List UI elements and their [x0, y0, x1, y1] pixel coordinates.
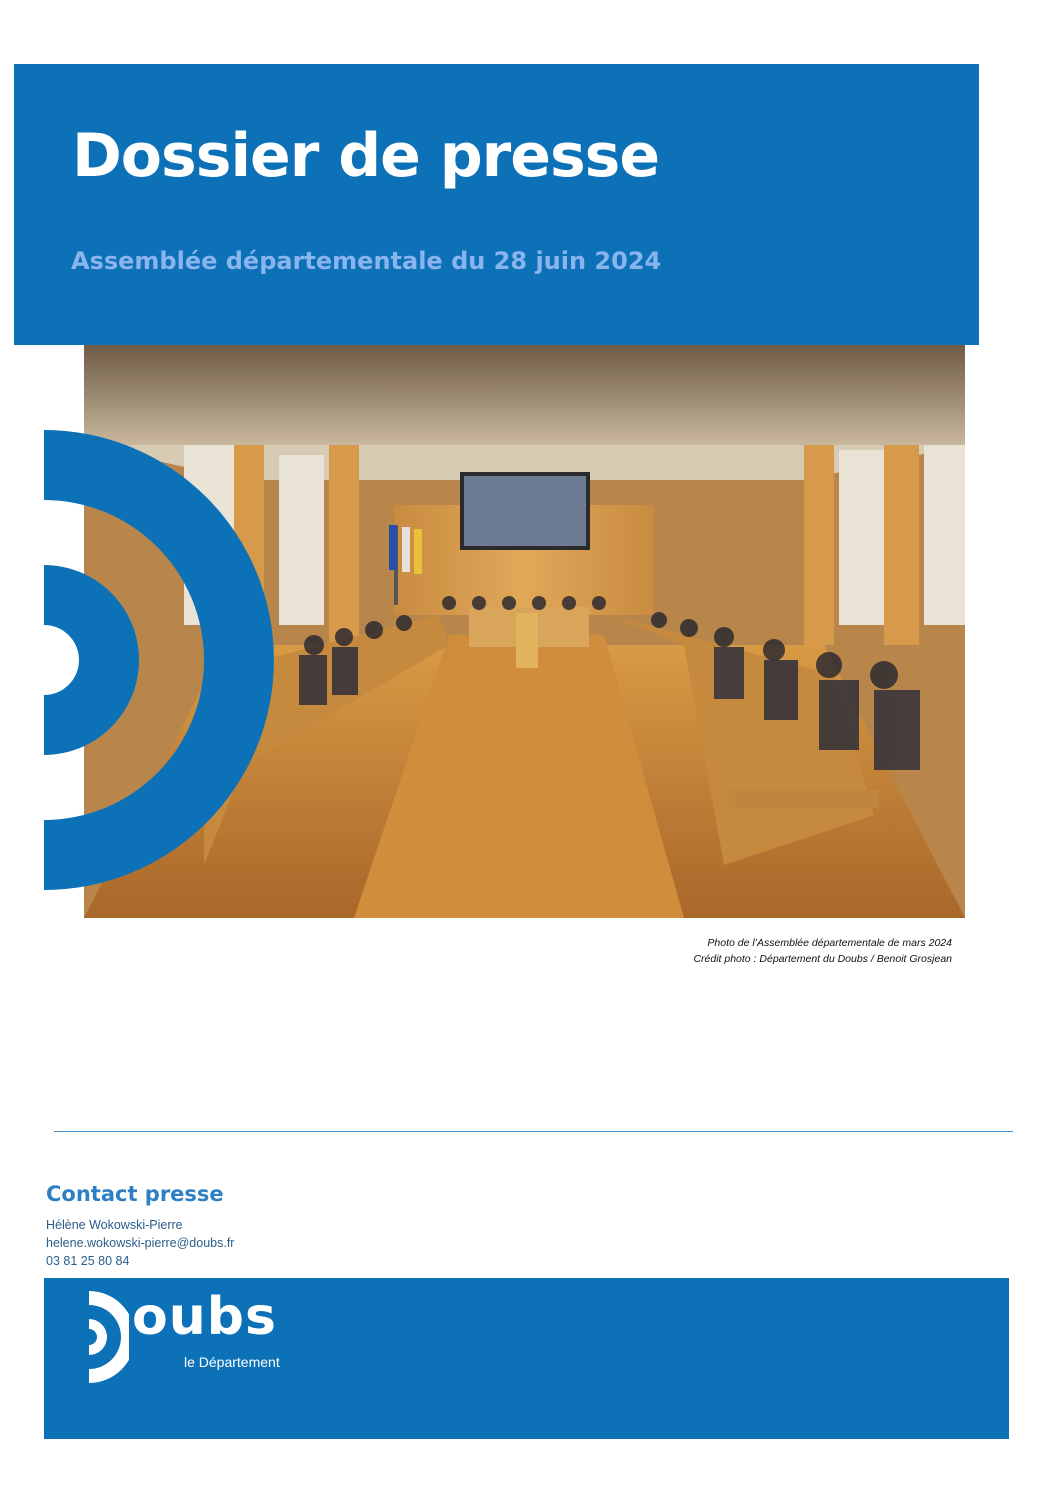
header-banner: [14, 64, 979, 345]
section-divider: [54, 1131, 1013, 1132]
doubs-logo-icon: [89, 1291, 129, 1383]
caption-line: Photo de l’Assemblée départementale de mars 2024: [707, 937, 952, 949]
contact-phone[interactable]: 03 81 25 80 84: [46, 1254, 130, 1268]
doubs-logo-subtitle: le Département: [184, 1354, 280, 1370]
photo-caption: [693, 935, 952, 967]
decorative-arc-graphic: [44, 430, 284, 890]
footer-banner: [44, 1278, 1009, 1439]
contact-title: Contact presse: [46, 1182, 224, 1206]
contact-email[interactable]: helene.wokowski-pierre@doubs.fr: [46, 1236, 235, 1250]
page-subtitle: Assemblée départementale du 28 juin 2024: [71, 247, 662, 275]
page-title: Dossier de presse: [72, 121, 660, 191]
doubs-logo-text: oubs: [132, 1287, 277, 1347]
photo-credit: Crédit photo : Département du Doubs / Benoit Grosjean: [693, 953, 952, 965]
contact-name: Hélène Wokowski-Pierre: [46, 1218, 183, 1232]
